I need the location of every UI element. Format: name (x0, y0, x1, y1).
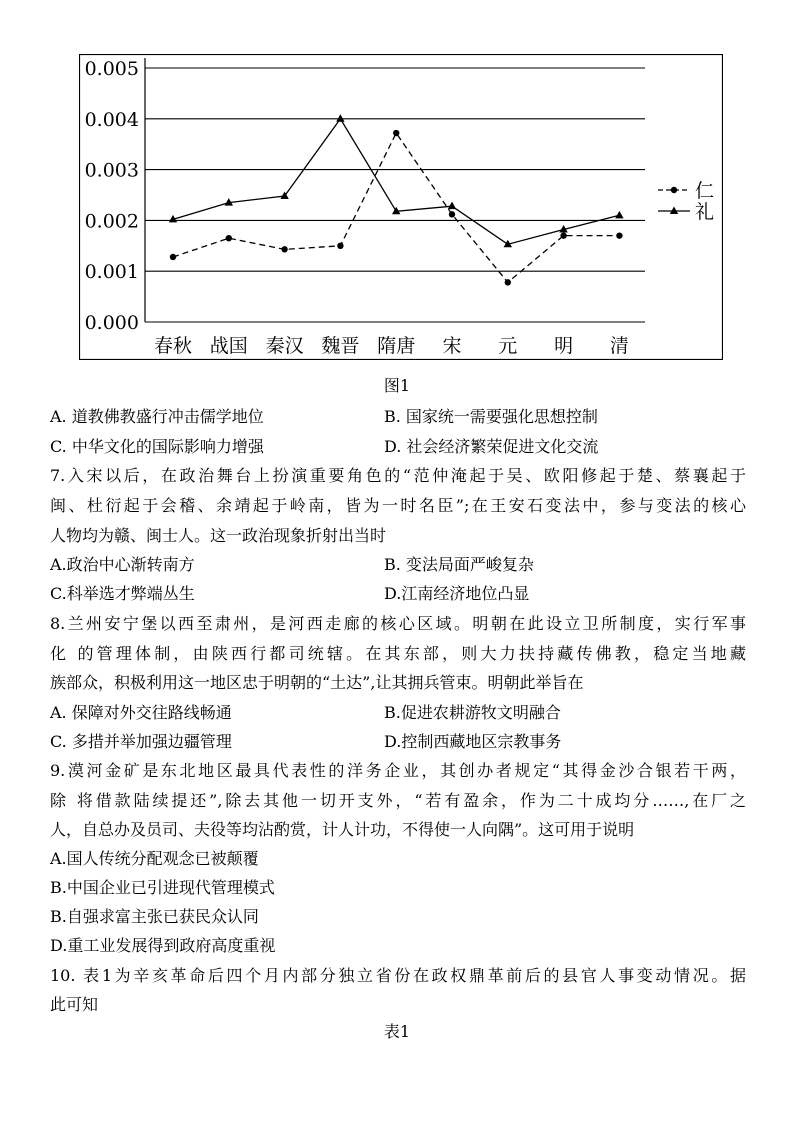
x-tick-label: 魏晋 (321, 335, 360, 357)
q7-option-a: A.政治中心渐转南方 (50, 555, 195, 574)
q8-option-a: A. 保障对外交往路线畅通 (50, 703, 232, 722)
q10-stem-line-1: 10. 表1为辛亥革命后四个月内部分独立省份在政权鼎革前后的县官人事变动情况。据 (50, 966, 746, 985)
line-chart (79, 54, 723, 360)
series-point (449, 211, 455, 217)
series-point (281, 246, 287, 252)
q6-option-b: B. 国家统一需要强化思想控制 (384, 407, 598, 426)
q9-option-c: B.自强求富主张已获民众认同 (50, 907, 259, 926)
y-tick-label: 0.003 (84, 159, 139, 182)
q9-option-a: A.国人传统分配观念已被颠覆 (50, 849, 259, 868)
q9-option-d: D.重工业发展得到政府高度重视 (50, 936, 276, 955)
chart-svg (79, 54, 723, 360)
x-tick-label: 战国 (209, 335, 248, 357)
q9-stem-line-3: 人，自总办及员司、夫役等均沾酌赏，计人计功，不得使一人向隅”。这可用于说明 (50, 820, 635, 839)
q7-option-c: C.科举选才弊端丛生 (50, 584, 195, 603)
q6-option-d: D. 社会经济繁荣促进文化交流 (384, 437, 599, 456)
x-tick-label: 隋唐 (377, 335, 416, 357)
y-tick-label: 0.004 (84, 108, 139, 131)
table-caption: 表1 (383, 1022, 411, 1041)
q9-stem-line-2: 除 将借款陆续提还”,除去其他一切开支外，“若有盈余，作为二十成均分……,在厂之 (50, 791, 746, 810)
q8-option-b: B.促进农耕游牧文明融合 (384, 703, 561, 722)
series-point (560, 232, 566, 238)
y-tick-label: 0.000 (84, 312, 139, 334)
q6-option-c: C. 中华文化的国际影响力增强 (50, 437, 264, 456)
series-point (226, 235, 232, 241)
x-tick-label: 元 (498, 335, 518, 357)
x-tick-label: 宋 (442, 335, 462, 357)
q7-stem-line-1: 7.入宋以后，在政治舞台上扮演重要角色的“范仲淹起于吴、欧阳修起于楚、蔡襄起于 (50, 466, 746, 485)
q8-stem-line-3: 族部众，积极利用这一地区忠于明朝的“土达”,让其拥兵管束。明朝此举旨在 (50, 673, 584, 692)
q7-option-b: B. 变法局面严峻复杂 (384, 555, 534, 574)
y-tick-label: 0.001 (84, 261, 139, 284)
x-tick-label: 秦汉 (265, 335, 304, 357)
series-point (170, 254, 176, 260)
series-point (616, 232, 622, 238)
series-point (393, 130, 399, 136)
q8-stem-line-2: 化 的管理体制，由陕西行都司统辖。在其东部，则大力扶持藏传佛教，稳定当地藏 (50, 644, 746, 663)
y-tick-label: 0.002 (84, 210, 139, 233)
q8-option-d: D.控制西藏地区宗教事务 (384, 732, 562, 751)
x-tick-label: 春秋 (153, 335, 193, 357)
x-tick-label: 清 (609, 335, 629, 357)
legend-label: 礼 (695, 201, 715, 223)
y-tick-label: 0.005 (84, 58, 139, 80)
q6-option-a: A. 道教佛教盛行冲击儒学地位 (50, 407, 264, 426)
q8-stem-line-1: 8.兰州安宁堡以西至肃州，是河西走廊的核心区域。明朝在此设立卫所制度，实行军事 (50, 614, 746, 633)
q7-option-d: D.江南经济地位凸显 (384, 584, 530, 603)
q10-stem-line-2: 此可知 (50, 995, 99, 1014)
chart-frame (80, 55, 723, 360)
q9-stem-line-1: 9.漠河金矿是东北地区最具代表性的洋务企业，其创办者规定“其得金沙合银若干两， (50, 761, 746, 780)
legend-marker (671, 187, 677, 193)
x-tick-label: 明 (554, 335, 574, 357)
q9-option-b: B.中国企业已引进现代管理模式 (50, 878, 275, 897)
chart-x-tick-labels (154, 335, 629, 357)
series-point (337, 243, 343, 249)
q8-option-c: C. 多措并举加强边疆管理 (50, 732, 232, 751)
q7-stem-line-3: 人物均为赣、闽士人。这一政治现象折射出当时 (50, 526, 387, 545)
legend-label: 仁 (695, 180, 715, 202)
series-point (505, 279, 511, 285)
q7-stem-line-2: 闽、杜衍起于会稽、余靖起于岭南，皆为一时名臣”;在王安石变法中，参与变法的核心 (50, 496, 746, 515)
figure-caption: 图1 (383, 376, 411, 395)
